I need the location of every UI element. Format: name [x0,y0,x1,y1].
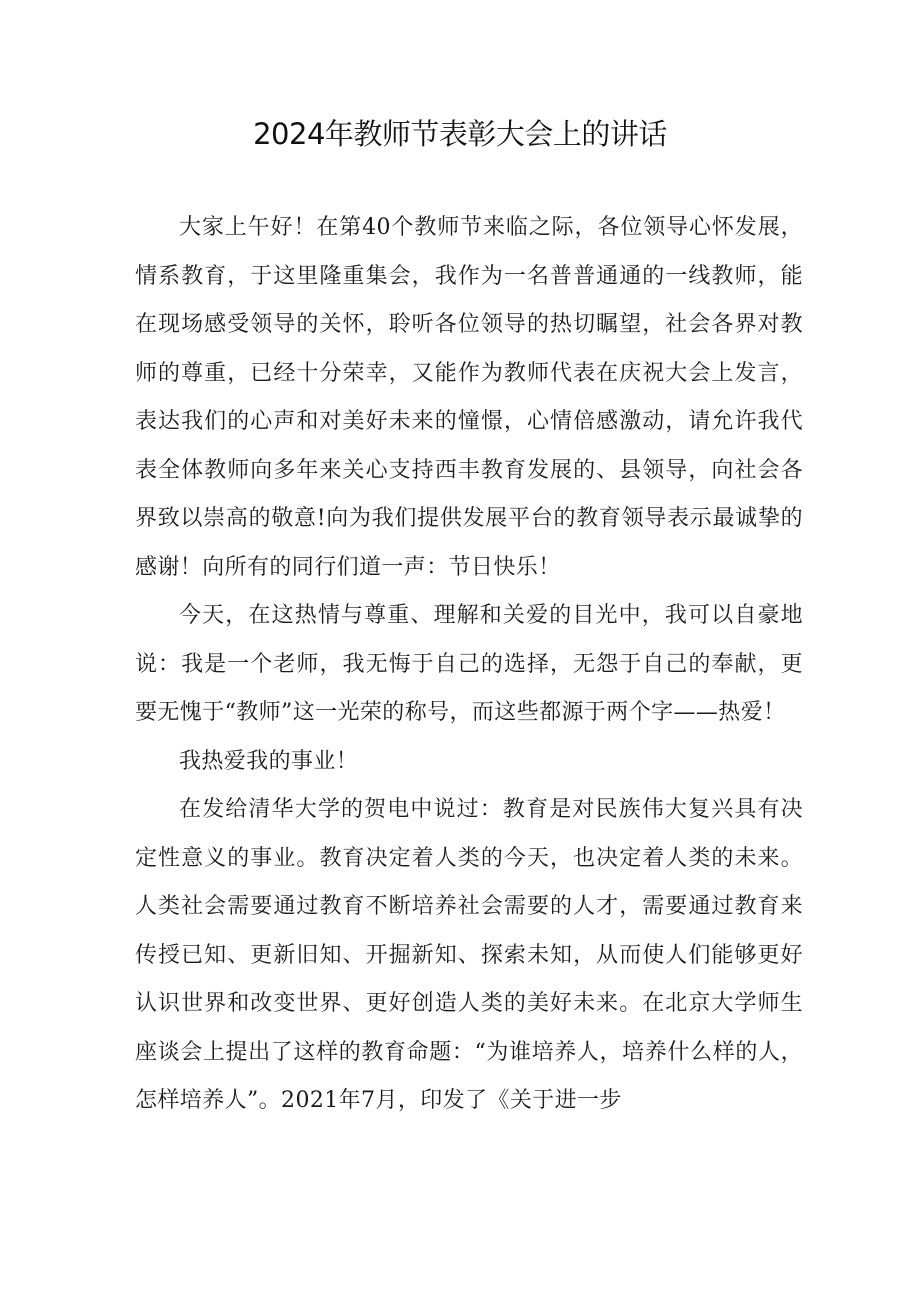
paragraph-pride: 今天，在这热情与尊重、理解和关爱的目光中，我可以自豪地说：我是一个老师，我无悔于自己的选择，无怨于自己的奉献，更要无愧于“教师”这一光荣的称号，而这些都源于两个字——热爱！ [135,603,803,725]
document-body [135,204,803,1126]
paragraph-love-career: 我热爱我的事业！ [179,748,359,774]
document-title: 2024年教师节表彰大会上的讲话 [253,117,667,151]
paragraph-education: 在发给清华大学的贺电中说过：教育是对民族伟大复兴具有决定性意义的事业。教育决定着人类的今天，也决定着人类的未来。人类社会需要通过教育不断培养社会需要的人才，需要通过教育来传授已知、更新旧知、开掘新知、探索未知，从而使人们能够更好认识世界和改变世界、更好创造人类的美好未来。在北京大学师生座谈会上提出了这样的教育命题：“为谁培养人，培养什么样的人，怎样培养人”。2021年7月，印发了《关于进一步 [135,797,803,1113]
paragraph-greeting: 大家上午好！在第40个教师节来临之际，各位领导心怀发展，情系教育，于这里隆重集会，我作为一名普普通通的一线教师，能在现场感受领导的关怀，聆听各位领导的热切瞩望，社会各界对教师的尊重，已经十分荣幸，又能作为教师代表在庆祝大会上发言，表达我们的心声和对美好未来的憧憬，心情倍感激动，请允许我代表全体教师向多年来关心支持西丰教育发展的、县领导，向社会各界致以崇高的敬意!向为我们提供发展平台的教育领导表示最诚挚的感谢！向所有的同行们道一声：节日快乐！ [135,215,803,580]
